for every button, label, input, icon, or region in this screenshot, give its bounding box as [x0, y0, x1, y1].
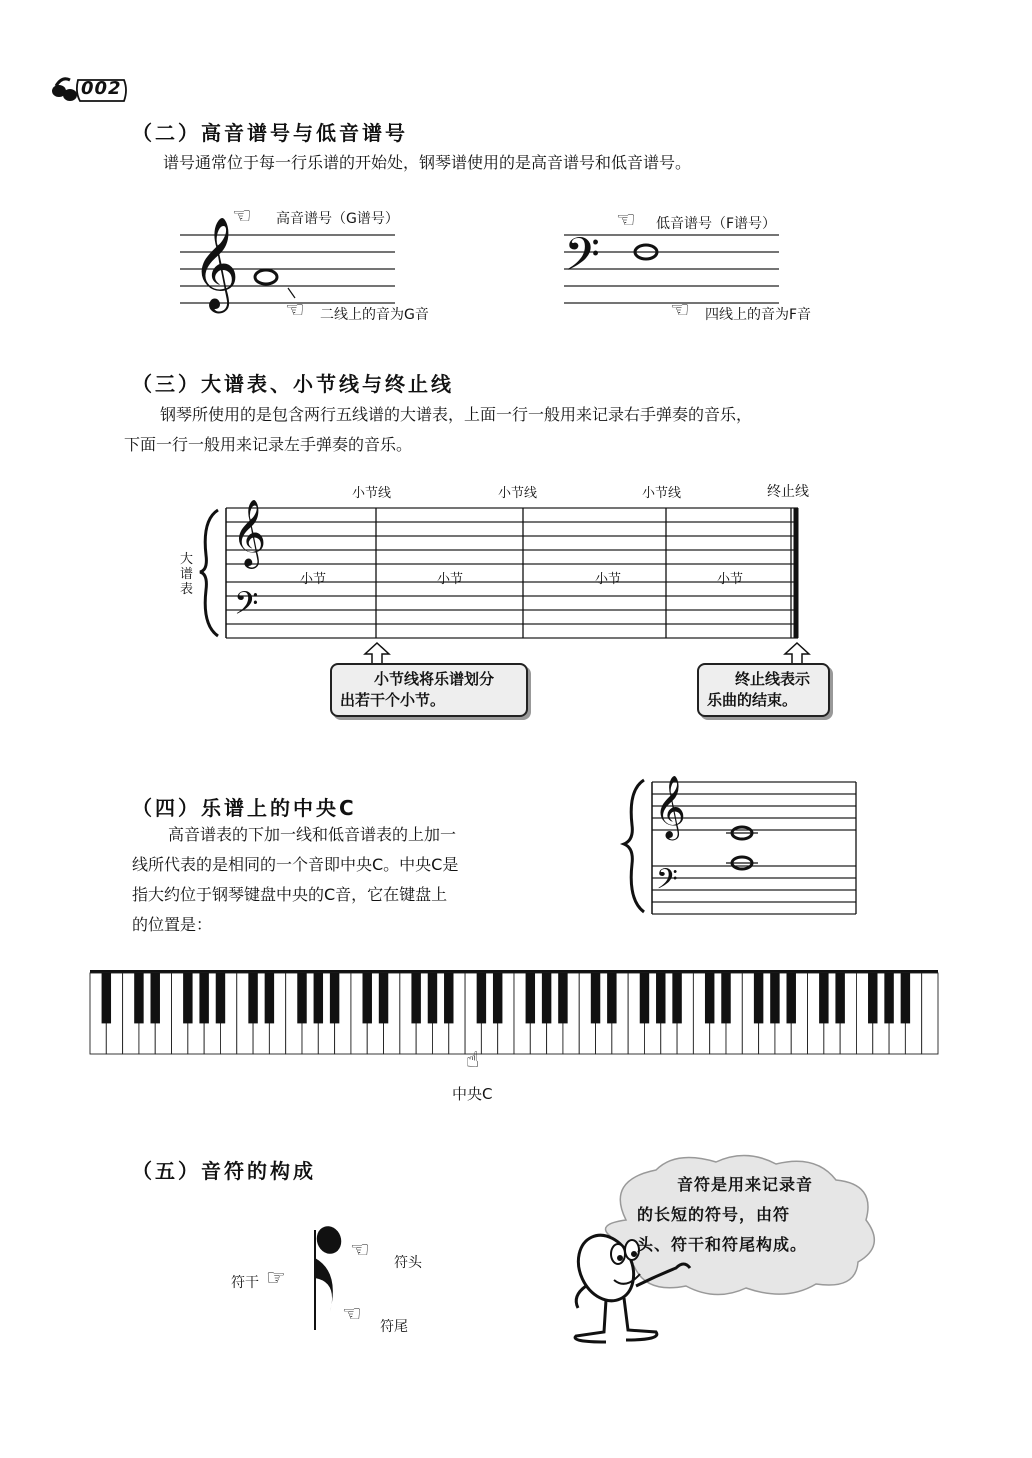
section4-title: （四）乐谱上的中央C — [132, 796, 357, 820]
pointing-hand-icon: ☜ — [342, 1302, 362, 1327]
bass-clef-glyph: 𝄢 — [564, 228, 601, 293]
black-key[interactable] — [493, 973, 502, 1023]
black-key[interactable] — [770, 973, 779, 1023]
section3-para-line2: 下面一行一般用来记录左手弹奏的音乐。 — [124, 435, 413, 454]
pointing-hand-up-icon: ☝ — [466, 1048, 480, 1073]
final-barline-label: 终止线 — [767, 484, 809, 500]
black-key[interactable] — [591, 973, 600, 1023]
black-key[interactable] — [558, 973, 567, 1023]
black-key[interactable] — [835, 973, 844, 1023]
barline-label-2: 小节线 — [498, 486, 538, 501]
black-key[interactable] — [787, 973, 796, 1023]
final-barline-callout — [697, 663, 830, 717]
lower-staff-lines — [226, 582, 798, 638]
barline-callout-line2: 出若干个小节。 — [340, 691, 446, 709]
black-key[interactable] — [363, 973, 372, 1023]
black-key[interactable] — [379, 973, 388, 1023]
note-flag — [315, 1258, 333, 1312]
brace — [200, 510, 218, 636]
grand-staff-label: 大谱表 — [180, 552, 194, 597]
measure-label-3: 小节 — [595, 572, 622, 587]
black-key[interactable] — [884, 973, 893, 1023]
barline-label-1: 小节线 — [352, 486, 392, 501]
barline-callout-line1: 小节线将乐谱划分 — [374, 670, 495, 688]
grand-staff-treble-clef: 𝄞 — [232, 498, 267, 566]
black-key[interactable] — [428, 973, 437, 1023]
section4-line4: 的位置是： — [132, 915, 213, 934]
section4-line1: 高音谱表的下加一线和低音谱表的上加一 — [168, 825, 457, 844]
pointing-hand-right-icon: ☞ — [266, 1266, 286, 1291]
final-callout-line2: 乐曲的结束。 — [707, 691, 798, 709]
section3-para-line1: 钢琴所使用的是包含两行五线谱的大谱表，上面一行一般用来记录右手弹奏的音乐， — [160, 405, 753, 424]
black-key[interactable] — [705, 973, 714, 1023]
black-key[interactable] — [314, 973, 323, 1023]
black-key[interactable] — [248, 973, 257, 1023]
black-key[interactable] — [444, 973, 453, 1023]
section4-line3: 指大约位于钢琴键盘中央的C音，它在键盘上 — [132, 885, 448, 904]
middle-c-treble-clef: 𝄞 — [654, 775, 686, 838]
pointing-hand-icon: ☜ — [285, 298, 305, 323]
black-key[interactable] — [151, 973, 160, 1023]
section4-line2: 线所代表的是相同的一个音即中央C。中央C是 — [132, 855, 459, 874]
pointing-hand-icon: ☜ — [232, 204, 252, 229]
page-number-badge — [48, 74, 130, 104]
measure-label-4: 小节 — [717, 572, 744, 587]
black-key[interactable] — [607, 973, 616, 1023]
section5-title: （五）音符的构成 — [132, 1159, 316, 1183]
section2-title: （二）高音谱号与低音谱号 — [132, 121, 408, 145]
cloud-line2: 的长短的符号，由符 — [637, 1205, 791, 1224]
black-key[interactable] — [868, 973, 877, 1023]
black-key[interactable] — [330, 973, 339, 1023]
barline-label-3: 小节线 — [642, 486, 682, 501]
stem-label: 符干 — [231, 1275, 259, 1291]
head-label: 符头 — [394, 1255, 422, 1271]
pointing-hand-icon: ☜ — [670, 298, 690, 323]
black-key[interactable] — [526, 973, 535, 1023]
black-key[interactable] — [265, 973, 274, 1023]
black-key[interactable] — [411, 973, 420, 1023]
black-key[interactable] — [754, 973, 763, 1023]
cloud-line3: 头、符干和符尾构成。 — [637, 1235, 808, 1254]
black-key[interactable] — [656, 973, 665, 1023]
black-key[interactable] — [819, 973, 828, 1023]
treble-clef-glyph: 𝄞 — [192, 216, 240, 309]
measure-label-2: 小节 — [437, 572, 464, 587]
black-key[interactable] — [183, 973, 192, 1023]
black-key[interactable] — [640, 973, 649, 1023]
treble-clef-label: 高音谱号（G谱号） — [276, 211, 399, 227]
measure-label-1: 小节 — [300, 572, 327, 587]
black-key[interactable] — [297, 973, 306, 1023]
flag-label: 符尾 — [380, 1319, 408, 1335]
whole-note-g — [255, 270, 277, 284]
black-key[interactable] — [134, 973, 143, 1023]
middle-c-lower-staff — [652, 866, 856, 914]
upper-staff-lines — [226, 508, 798, 564]
black-key[interactable] — [102, 973, 111, 1023]
page-number: 002 — [81, 78, 122, 99]
black-key[interactable] — [721, 973, 730, 1023]
black-key[interactable] — [672, 973, 681, 1023]
black-key[interactable] — [477, 973, 486, 1023]
piano-keyboard — [90, 970, 938, 1054]
final-callout-line1: 终止线表示 — [735, 670, 811, 688]
section3-title: （三）大谱表、小节线与终止线 — [132, 372, 454, 396]
middle-c-label: 中央C — [452, 1085, 493, 1103]
white-key[interactable] — [922, 973, 938, 1054]
barline-callout — [330, 663, 528, 717]
note-head — [313, 1223, 345, 1258]
black-key[interactable] — [216, 973, 225, 1023]
section2-intro: 谱号通常位于每一行乐谱的开始处，钢琴谱使用的是高音谱号和低音谱号。 — [163, 153, 692, 172]
bass-clef-label: 低音谱号（F谱号） — [656, 216, 777, 232]
brace — [624, 780, 644, 912]
bass-note-label: 四线上的音为F音 — [705, 307, 812, 323]
middle-c-bass-clef: 𝄢 — [656, 863, 678, 903]
grand-staff-bass-clef: 𝄢 — [234, 585, 259, 629]
black-key[interactable] — [199, 973, 208, 1023]
treble-note-label: 二线上的音为G音 — [320, 307, 429, 323]
pointing-hand-icon: ☜ — [616, 208, 636, 233]
cloud-line1: 音符是用来记录音 — [677, 1175, 814, 1194]
black-key[interactable] — [542, 973, 551, 1023]
pointing-hand-icon: ☜ — [350, 1238, 370, 1263]
black-key[interactable] — [901, 973, 910, 1023]
